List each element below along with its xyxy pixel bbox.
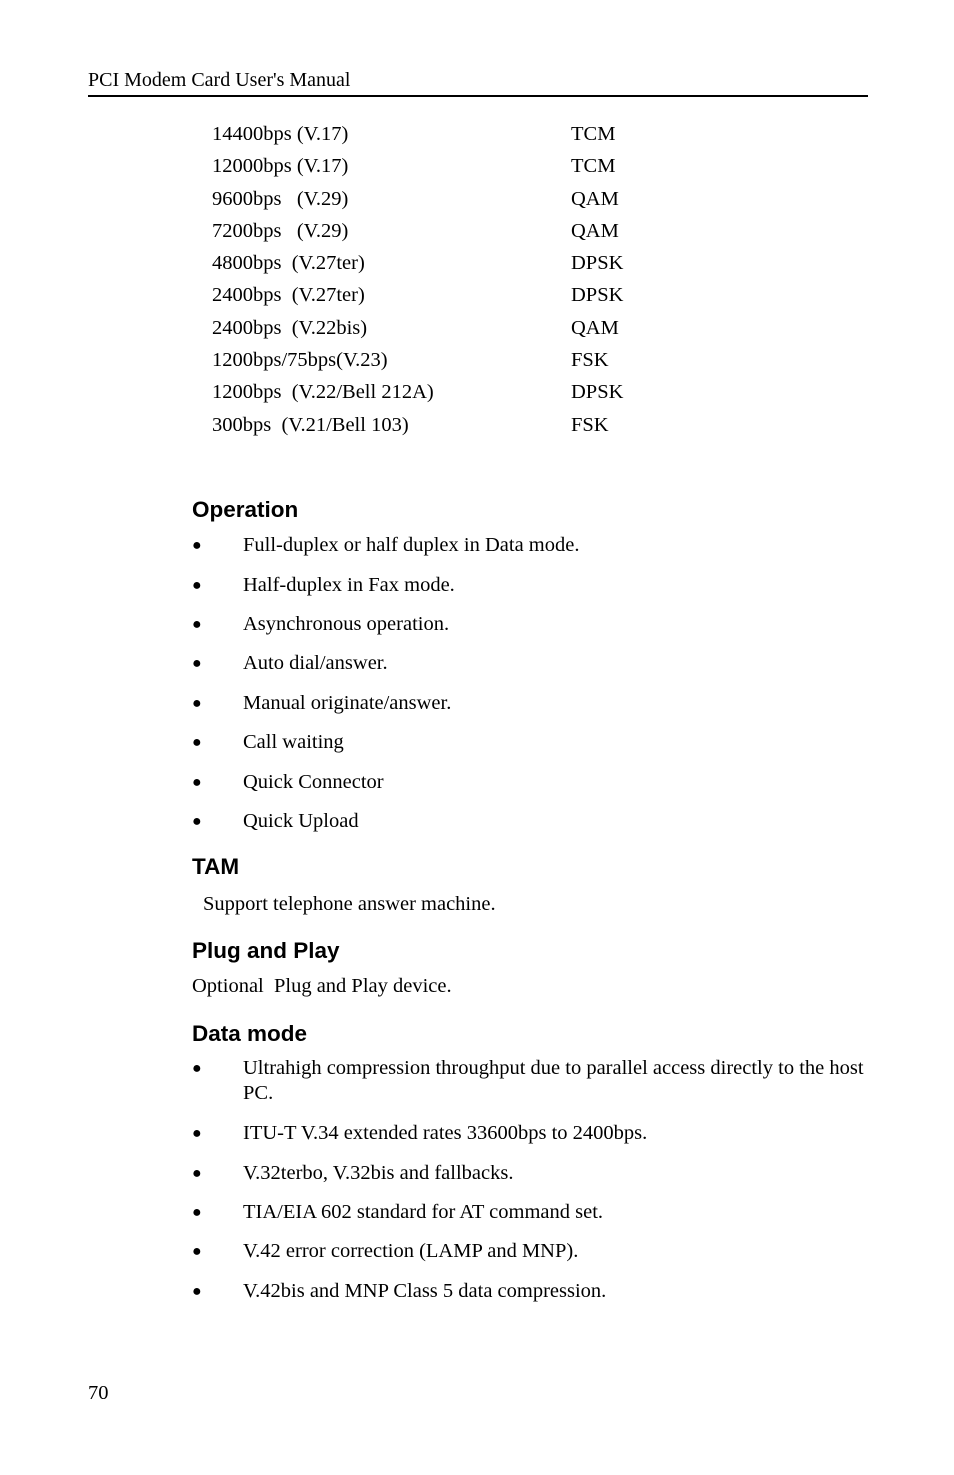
rate-modulation: QAM	[571, 187, 619, 210]
list-item-text: V.32terbo, V.32bis and fallbacks.	[243, 1162, 514, 1184]
operation-heading: Operation	[192, 497, 299, 522]
list-item-text: Call waiting	[243, 731, 344, 753]
rate-speed: 12000bps (V.17)	[212, 155, 349, 178]
rate-speed: 4800bps (V.27ter)	[212, 252, 365, 275]
bullet-icon: ●	[192, 695, 202, 712]
list-item-text: Half-duplex in Fax mode.	[243, 574, 455, 596]
bullet-icon: ●	[192, 774, 202, 791]
list-item-text: TIA/EIA 602 standard for AT command set.	[243, 1201, 604, 1223]
list-item-text: Asynchronous operation.	[243, 613, 450, 635]
list-item-text: Manual originate/answer.	[243, 692, 452, 714]
list-item	[192, 809, 872, 834]
bullet-icon: ●	[192, 734, 202, 751]
rate-modulation: DPSK	[571, 252, 624, 275]
rate-modulation: DPSK	[571, 381, 624, 404]
list-item-text: ITU-T V.34 extended rates 33600bps to 2400bps.	[243, 1122, 648, 1144]
list-item	[192, 1279, 872, 1304]
rate-modulation: QAM	[571, 316, 619, 339]
rate-modulation: TCM	[571, 123, 616, 145]
bullet-icon: ●	[192, 813, 202, 830]
bullet-icon: ●	[192, 1125, 202, 1142]
rate-modulation: FSK	[571, 349, 609, 372]
bullet-icon: ●	[192, 1060, 202, 1077]
bullet-icon: ●	[192, 1283, 202, 1300]
tam-text: Support telephone answer machine.	[203, 893, 496, 915]
bullet-icon: ●	[192, 1204, 202, 1221]
bullet-icon: ●	[192, 537, 202, 554]
rate-modulation: DPSK	[571, 284, 624, 307]
list-item	[192, 1161, 872, 1186]
plug-and-play-heading: Plug and Play	[192, 938, 340, 963]
rate-modulation: FSK	[571, 413, 609, 436]
rate-speed: 1200bps/75bps(V.23)	[212, 349, 388, 372]
bullet-icon: ●	[192, 655, 202, 672]
list-item	[192, 770, 872, 795]
list-item-text: Auto dial/answer.	[243, 652, 388, 674]
list-item-text: V.42bis and MNP Class 5 data compression.	[243, 1280, 607, 1302]
list-item-text: Full-duplex or half duplex in Data mode.	[243, 534, 580, 556]
list-item	[192, 612, 872, 637]
list-item-text: V.42 error correction (LAMP and MNP).	[243, 1240, 579, 1262]
header-rule	[88, 95, 868, 97]
list-item	[192, 573, 872, 598]
rate-speed: 7200bps (V.29)	[212, 219, 349, 242]
rate-speed: 9600bps (V.29)	[212, 187, 349, 210]
list-item-text: Quick Connector	[243, 771, 384, 793]
page-number: 70	[88, 1382, 109, 1404]
list-item	[192, 1200, 872, 1225]
list-item	[192, 1121, 872, 1146]
running-header: PCI Modem Card User's Manual	[88, 69, 351, 91]
rate-speed: 14400bps (V.17)	[212, 123, 349, 145]
list-item	[192, 730, 872, 755]
bullet-icon: ●	[192, 1165, 202, 1182]
rate-modulation: QAM	[571, 219, 619, 242]
rate-speed: 300bps (V.21/Bell 103)	[212, 413, 409, 436]
list-item	[192, 691, 872, 716]
list-item	[192, 651, 872, 676]
list-item-text: Quick Upload	[243, 810, 359, 832]
bullet-icon: ●	[192, 577, 202, 594]
tam-heading: TAM	[192, 854, 240, 879]
list-item	[192, 1239, 872, 1264]
rate-speed: 2400bps (V.22bis)	[212, 316, 368, 339]
bullet-icon: ●	[192, 1243, 202, 1260]
rate-speed: 2400bps (V.27ter)	[212, 284, 365, 307]
rate-speed: 1200bps (V.22/Bell 212A)	[212, 381, 434, 404]
list-item	[192, 533, 872, 558]
rate-modulation: TCM	[571, 155, 616, 178]
list-item	[192, 1056, 872, 1106]
list-item-text: Ultrahigh compression throughput due to parallel access directly to the host PC.	[243, 1057, 864, 1104]
plug-and-play-text: Optional Plug and Play device.	[192, 975, 452, 997]
data-mode-heading: Data mode	[192, 1021, 308, 1046]
bullet-icon: ●	[192, 616, 202, 633]
